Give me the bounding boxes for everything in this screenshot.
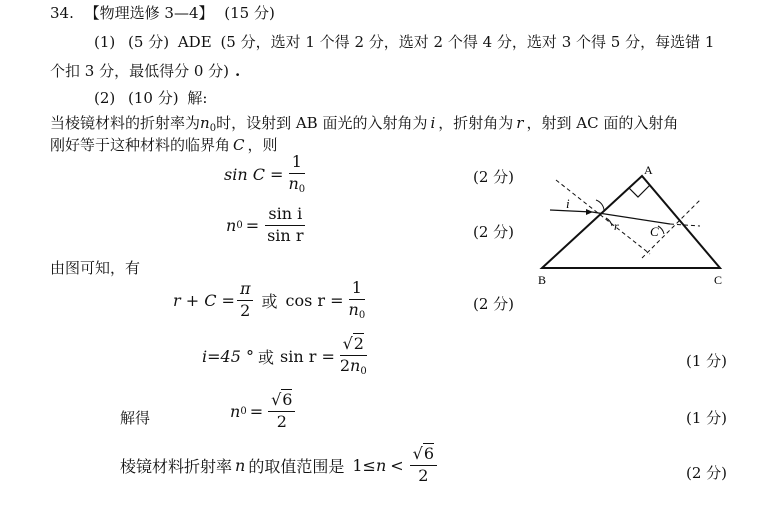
sol-lhs-sub: 0 <box>240 405 247 417</box>
part1-answer: ADE <box>177 33 212 51</box>
eq1-num: 1 <box>289 154 305 174</box>
eq1-score: (2 分) <box>473 168 515 186</box>
intro2-end: ，则 <box>247 136 278 154</box>
incident-ray <box>550 210 592 212</box>
equation-n0: n 0 = $\frac{\text{sin i}}{\text{sin r}}$ <box>226 206 308 245</box>
angle-i-arc <box>596 200 604 210</box>
eq4-den-num: 2 <box>339 355 351 375</box>
eq3-den2-sub: 0 <box>358 309 366 321</box>
eq3-fraction2 <box>346 280 369 321</box>
solution-radicand: 6 <box>282 390 293 409</box>
angle-r-arc <box>606 218 612 226</box>
range-lt: < <box>390 455 404 475</box>
range-n: n <box>375 455 387 475</box>
equation-r-plus-c <box>173 280 370 321</box>
part2-jie: 解: <box>187 89 208 107</box>
intro-sub-0: 0 <box>209 123 217 134</box>
eq1-fraction <box>285 154 308 195</box>
part2-score: (10 分) <box>128 89 179 107</box>
part2-intro-line1 <box>50 112 678 134</box>
intro1-c: ，折射角为 <box>438 114 514 132</box>
from-figure-text: 由图可知，有 <box>50 259 141 277</box>
eq3-den2-n: n <box>348 299 359 319</box>
intro-var-n: n <box>200 114 210 132</box>
problem-total-score: (15 分) <box>224 4 275 22</box>
part2-header <box>94 87 207 108</box>
angle-c-label: C <box>650 224 659 239</box>
angle-c-arc <box>658 226 664 234</box>
part2-label: (2) <box>94 89 116 107</box>
eq3-fraction <box>237 281 254 320</box>
eq3-den: 2 <box>240 301 251 321</box>
eq4-num: √2 <box>340 336 367 356</box>
eq4-den-sub: 0 <box>360 365 367 377</box>
eq4-or: 或 <box>257 348 274 368</box>
range-line <box>120 446 439 485</box>
intro-var-r: r <box>516 114 524 132</box>
part1-score: (5 分) <box>128 33 170 51</box>
solve-score: (1 分) <box>686 409 728 427</box>
intro1-a: 当棱镜材料的折射率为 <box>50 114 201 132</box>
part1-line2: 个扣 3 分，最低得分 0 分) . <box>50 62 241 80</box>
intro1-d: ，射到 AC 面的入射角 <box>526 114 679 132</box>
prism-diagram <box>530 160 750 290</box>
eq1-den-sub: 0 <box>298 183 306 195</box>
range-fraction <box>410 446 437 485</box>
eq3-cos: cos r = <box>285 291 344 311</box>
eq1-den <box>285 174 308 196</box>
incident-ray-arrow <box>586 209 593 215</box>
part1-label: (1) <box>94 33 116 51</box>
range-var-n: n <box>235 455 246 475</box>
angle-i-label: i <box>566 196 570 211</box>
eq4-den-n: n <box>350 355 361 375</box>
part1-rule-line1: (5 分，选对 1 个得 2 分，选对 2 个得 4 分，选对 3 个得 5 分，每选错 1 <box>220 33 715 51</box>
solution-den: 2 <box>276 411 287 431</box>
problem-title: 【物理选修 3—4】 <box>84 4 214 22</box>
range-text: 棱镜材料折射率 <box>120 456 233 476</box>
intro2: 刚好等于这种材料的临界角 <box>50 136 231 154</box>
eq2-score: (2 分) <box>473 223 515 241</box>
problem-header <box>50 2 275 23</box>
problem-number: 34. <box>50 4 74 22</box>
eq4-score: (1 分) <box>686 352 728 370</box>
part1-line1 <box>94 31 714 52</box>
eq3-or: 或 <box>261 292 278 312</box>
intro1-b: 时，设射到 AB 面光的入射角为 <box>216 114 428 132</box>
eq2-fraction <box>264 206 306 245</box>
eq3-den2 <box>346 300 369 322</box>
range-text2: 的取值范围是 <box>248 456 345 476</box>
solve-label: 解得 <box>120 409 151 427</box>
eq4-sin: sin r = <box>279 347 335 367</box>
range-lower: 1≤ <box>352 455 376 475</box>
part1-rule-line2: 个扣 3 分，最低得分 0 分) <box>50 62 230 80</box>
intro-var-i: i <box>430 114 436 132</box>
eq1-lhs: sin C = <box>224 165 284 185</box>
eq2-den: sin r <box>267 225 304 245</box>
eq3-num: π <box>237 281 254 301</box>
eq3-score: (2 分) <box>473 295 515 313</box>
vertex-a-label: A <box>644 163 653 177</box>
range-den: 2 <box>418 465 429 485</box>
eq1-den-n: n <box>288 173 299 193</box>
range-radicand: 6 <box>423 444 435 463</box>
eq2-num: sin i <box>265 206 305 226</box>
range-num: √6 <box>410 446 437 466</box>
solution-num: √6 <box>268 392 295 412</box>
part2-intro-line2 <box>50 134 278 155</box>
solution-fraction <box>268 392 295 431</box>
eq4-radicand: 2 <box>353 334 364 353</box>
vertex-c-label: C <box>714 273 723 287</box>
eq2-lhs-n: n <box>226 215 237 235</box>
equation-i45 <box>202 336 372 377</box>
refracted-ray <box>592 212 670 224</box>
range-score: (2 分) <box>686 464 728 482</box>
eq3-num2: 1 <box>349 280 365 300</box>
eq4-lhs: i=45 ° <box>202 347 254 367</box>
vertex-b-label: B <box>538 273 547 287</box>
eq4-den <box>337 356 370 378</box>
right-angle-marker <box>629 185 650 197</box>
eq2-lhs-sub: 0 <box>236 219 243 231</box>
equation-solution: n 0 = $\frac{√6}{2}$ <box>230 392 297 431</box>
angle-r-label: r <box>614 219 619 233</box>
eq3-lhs: r + C = <box>173 291 235 311</box>
intro-var-c: C <box>233 136 245 154</box>
equation-sinc <box>224 154 310 195</box>
eq4-fraction <box>337 336 370 377</box>
sol-lhs-n: n <box>230 401 241 421</box>
